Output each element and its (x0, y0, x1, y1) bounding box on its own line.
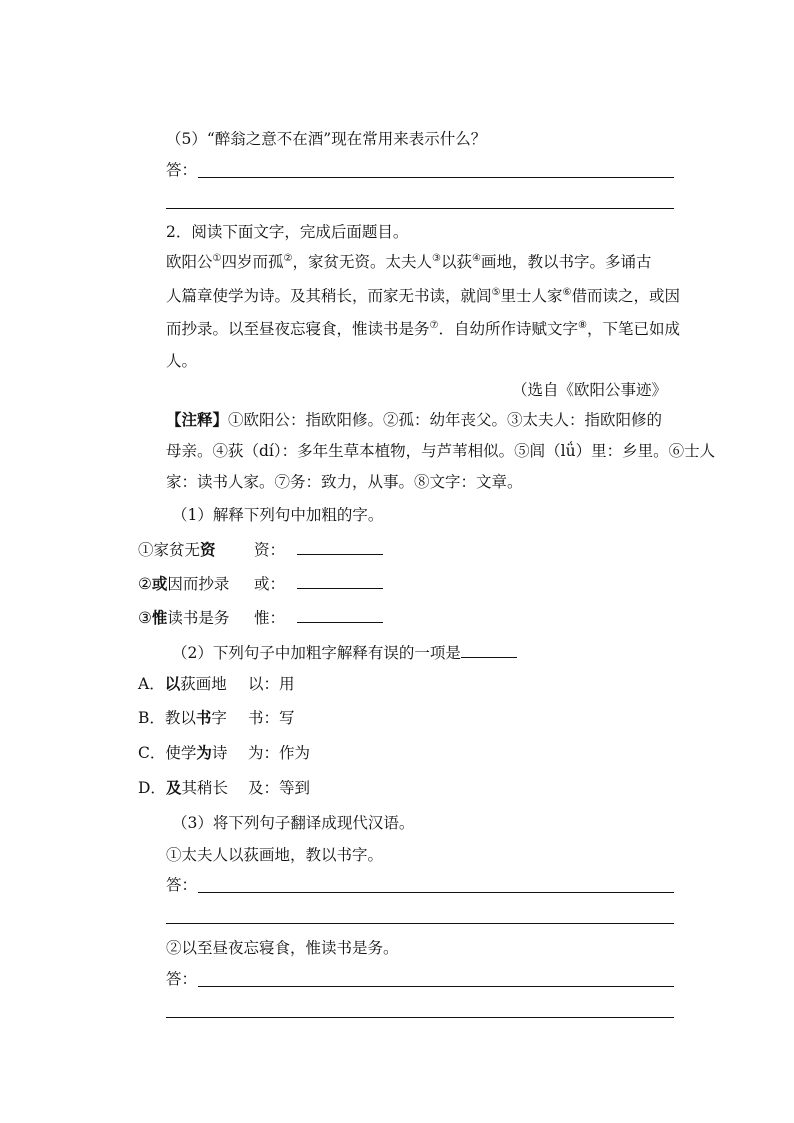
sq3-sentence-2: ②以至昼夜忘寝食，惟读书是务。 (166, 939, 399, 957)
sq2-prompt: （2）下列句子中加粗字解释有误的一项是 (172, 641, 517, 663)
sq3-sentence-1: ①太夫人以荻画地，教以书字。 (166, 846, 384, 864)
sq3-prompt: （3）将下列句子翻译成现代汉语。 (172, 814, 415, 832)
sq2-blank[interactable] (461, 641, 517, 658)
sq3-answer-line-1a[interactable] (198, 892, 674, 893)
q5-answer-line-1[interactable] (198, 177, 674, 178)
sq1-item-2: ②或因而抄录 或： (138, 572, 383, 594)
section2-heading: 2．阅读下面文字，完成后面题目。 (166, 223, 409, 241)
notes-line-1: 【注释】①欧阳公：指欧阳修。②孤：幼年丧父。③太夫人：指欧阳修的 (166, 410, 663, 429)
sq1-item-1: ①家贫无资 资： (138, 538, 383, 560)
sq3-answer-label-2: 答： (166, 970, 198, 988)
notes-line-2: 母亲。④荻（dí）：多年生草本植物，与芦苇相似。⑤闾（lǘ）里：乡里。⑥士人 (166, 442, 716, 460)
notes-line-3: 家：读书人家。⑦务：致力，从事。⑧文字：文章。 (166, 473, 523, 491)
sq1-blank-3[interactable] (297, 606, 383, 623)
sq2-option-b[interactable]: B．教以书字 书：写 (138, 708, 295, 727)
sq2-option-c[interactable]: C．使学为诗 为：作为 (138, 743, 311, 762)
sq1-prompt: （1）解释下列句中加粗的字。 (172, 506, 384, 524)
passage-line-4: 人。 (166, 352, 198, 370)
sq3-answer-line-2b[interactable] (166, 1017, 674, 1018)
q5-prompt: （5）“醉翁之意不在酒”现在常用来表示什么？ (166, 130, 487, 148)
sq1-blank-2[interactable] (297, 572, 383, 589)
passage-line-3: 而抄录。以至昼夜忘寝食，惟读书是务⑦．自幼所作诗赋文字⑧，下笔已如成 (166, 319, 680, 338)
sq1-blank-1[interactable] (297, 538, 383, 555)
q5-answer-line-2[interactable] (166, 208, 674, 209)
sq3-answer-line-2a[interactable] (198, 986, 674, 987)
sq3-answer-line-1b[interactable] (166, 923, 674, 924)
passage-line-2: 人篇章使学为诗。及其稍长，而家无书读，就闾⑤里士人家⑥借而读之，或因 (166, 286, 680, 305)
passage-line-1: 欧阳公①四岁而孤②，家贫无资。太夫人③以荻④画地，教以书字。多诵古 (166, 252, 652, 271)
sq1-item-3: ③惟读书是务 惟： (138, 606, 383, 628)
q5-answer-label: 答： (166, 161, 198, 179)
sq2-option-a[interactable]: A．以荻画地 以：用 (138, 674, 295, 693)
sq2-option-d[interactable]: D．及其稍长 及：等到 (138, 778, 311, 797)
sq3-answer-label-1: 答： (166, 876, 198, 894)
passage-source: （选自《欧阳公事迹》 (512, 381, 668, 399)
